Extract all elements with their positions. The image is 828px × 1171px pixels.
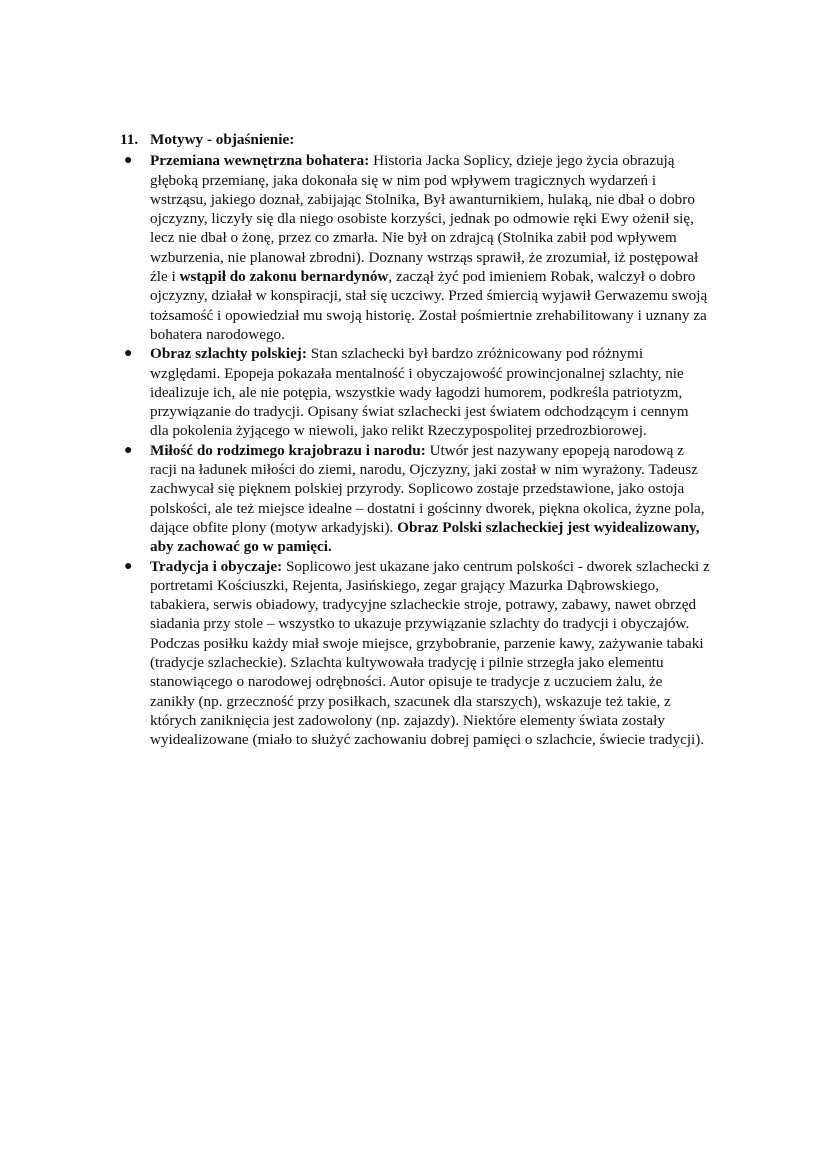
item-text: , zaczął żyć pod imieniem Robak, walczył o dobro ojczyzny, działał w konspiracji, stał się uczciwy. Przed śmiercią wyjawił Gerwazemu swoją tożsamość i opowiedział mu swoją historię. Został pośmiertnie zrehabilitowany i uznany za bohatera narodowego. [150,268,708,343]
list-item-milosc [120,441,710,557]
document-content [120,130,710,750]
item-text: Soplicowo jest ukazane jako centrum polskości - dworek szlachecki z portretami Kościuszki, Rejenta, Jasińskiego, zegar grający Mazurka Dąbrowskiego, tabakiera, serwis obiadowy, tradycyjne szlacheckie stroje, potrawy, zabawy, nawet obrzęd siadania przy stole – wszystko to ukazuje przywiązanie szlachty do tradycji i obyczajów. Podczas posiłku każdy miał swoje miejsce, grzybobranie, parzenie kawy, zażywanie tabaki (tradycje szlacheckie). Szlachta kultywowała tradycję i pilnie strzegła jako elementu stanowiącego o narodowej odrębności. Autor opisuje te tradycje z uczuciem żalu, że zanikły (np. grzeczność przy posiłkach, szacunek dla starszych), wskazuje też takie, z których zaniknięcia jest zadowolony (np. zajazdy). Niektóre elementy świata zostały wyidealizowane (miało to służyć zachowaniu dobrej pamięci o szlachcie, świecie tradycji). [150,557,710,749]
bullet-icon: ● [124,346,133,362]
list-item-szlachta [120,344,710,440]
item-title: Obraz szlachty polskiej: [150,345,307,363]
item-title: Przemiana wewnętrzna bohatera: [150,152,370,170]
item-text: Historia Jacka Soplicy, dzieje jego życia obrazują głęboką przemianę, jaka dokonała się w nim pod wpływem tragicznych wydarzeń i wstrząsu, jakiego doznał, zabijając Stolnika, Był awanturnikiem, hulaką, nie dbał o dobro ojczyzny, liczyły się dla niego osobiste korzyści, jednak po odmowie ręki Ewy ożenił się, lecz nie dbał o żonę, przez co zmarła. Nie był on zdrajcą (Stolnika zabił pod wpływem wzburzenia, nie planował zbrodni). Doznany wstrząs sprawił, że zrozumiał, iż postępował źle i [150,152,699,286]
item-title: Tradycja i obyczaje: [150,557,283,575]
item-text: Utwór jest nazywany epopeją narodową z racji na ładunek miłości do ziemi, narodu, Ojczyzny, jaki został w nim wyrażony. Tadeusz zachwycał się pięknem polskiej przyrody. Soplicowo zostaje przedstawione, jako ostoja polskości, ale też miejsce idealne – dostatni i gościnny dworek, piękna okolica, żyzne pola, dające obfite plony (motyw arkadyjski). [150,441,705,536]
section-title: Motywy - objaśnienie: [150,131,295,148]
bullet-icon: ● [124,442,133,458]
item-bold-text: wstąpił do zakonu bernardynów [179,268,389,286]
section-heading [120,130,710,149]
section-number: 11. [120,131,139,148]
bullet-icon: ● [124,153,133,169]
item-text: Stan szlachecki był bardzo zróżnicowany pod różnymi względami. Epopeja pokazała mentalność i obyczajowość prowincjonalnej szlachty, nie idealizuje ich, ale nie potępia, wszystkie wady łagodzi humorem, podkreśla patriotyzm, przywiązanie do tradycji. Opisany świat szlachecki jest światem odchodzącym i cennym dla pokolenia żyjącego w niewoli, jako relikt Rzeczypospolitej przedrozbiorowej. [150,345,689,440]
bullet-icon: ● [124,558,133,574]
item-title: Miłość do rodzimego krajobrazu i narodu: [150,441,426,459]
item-bold-text: Obraz Polski szlacheckiej jest wyidealizowany, aby zachować go w pamięci. [150,518,700,556]
list-item-przemiana [120,151,710,344]
list-item-tradycja [120,557,710,750]
motives-list [120,151,710,749]
